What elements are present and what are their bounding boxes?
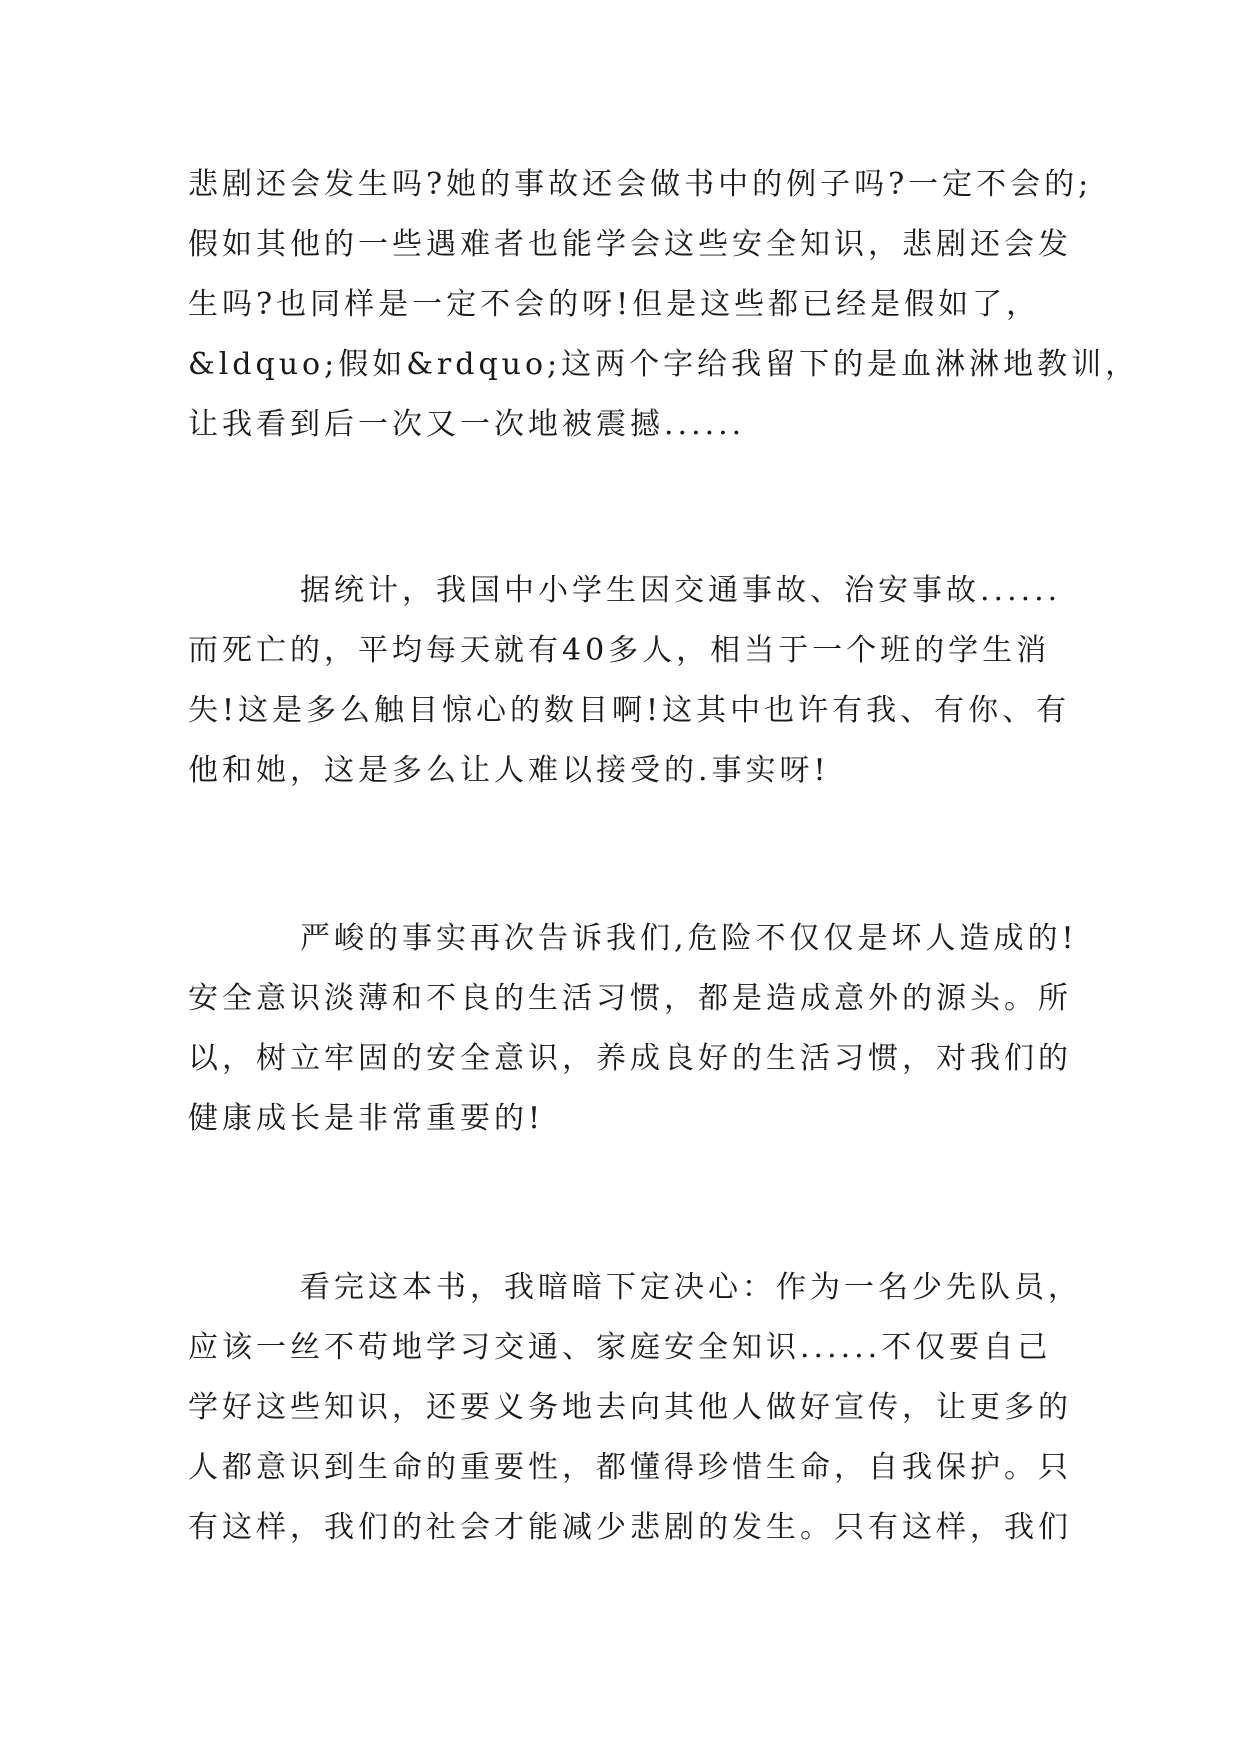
text-line: 假如其他的一些遇难者也能学会这些安全知识，悲剧还会发: [188, 227, 1072, 262]
text-line: 健康成长是非常重要的!: [188, 1101, 545, 1136]
text-line: 生吗?也同样是一定不会的呀!但是这些都已经是假如了，: [188, 287, 1041, 322]
text-line: 以，树立牢固的安全意识，养成良好的生活习惯，对我们的: [188, 1041, 1072, 1076]
text-line: 人都意识到生命的重要性，都懂得珍惜生命，自我保护。只: [188, 1450, 1072, 1485]
paragraph-4: [188, 1258, 1082, 1558]
text-line: 有这样，我们的社会才能减少悲剧的发生。只有这样，我们: [188, 1510, 1072, 1545]
paragraph-2: [188, 561, 1071, 801]
text-line: &ldquo;假如&rdquo;这两个字给我留下的是血淋淋地教训，: [188, 347, 1140, 382]
text-line: 而死亡的，平均每天就有40多人，相当于一个班的学生消: [188, 633, 1051, 668]
text-line: 据统计，我国中小学生因交通事故、治安事故......: [300, 573, 1062, 608]
text-line: 让我看到后一次又一次地被震撼......: [188, 407, 746, 442]
paragraph-1: [188, 155, 1140, 455]
paragraph-3: [188, 909, 1078, 1149]
text-line: 应该一丝不苟地学习交通、家庭安全知识......不仅要自己: [188, 1330, 1052, 1365]
text-line: 看完这本书，我暗暗下定决心：作为一名少先队员，: [300, 1270, 1082, 1305]
text-line: 他和她，这是多么让人难以接受的.事实呀!: [188, 753, 830, 788]
text-line: 失!这是多么触目惊心的数目啊!这其中也许有我、有你、有: [188, 693, 1071, 728]
text-line: 严峻的事实再次告诉我们,危险不仅仅是坏人造成的!: [300, 921, 1078, 956]
text-line: 安全意识淡薄和不良的生活习惯，都是造成意外的源头。所: [188, 981, 1072, 1016]
text-line: 悲剧还会发生吗?她的事故还会做书中的例子吗?一定不会的;: [188, 167, 1093, 202]
text-line: 学好这些知识，还要义务地去向其他人做好宣传，让更多的: [188, 1390, 1072, 1425]
